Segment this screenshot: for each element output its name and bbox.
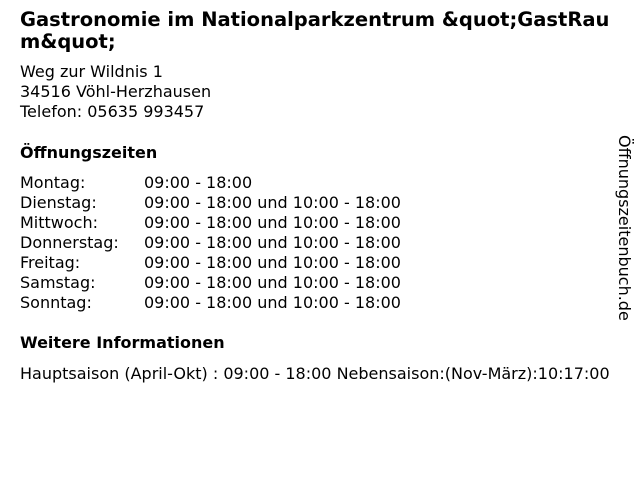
hours-times: 09:00 - 18:00 und 10:00 - 18:00	[144, 253, 401, 272]
hours-row	[20, 273, 622, 293]
brand-watermark: Öffnungszeitenbuch.de	[615, 135, 634, 321]
hours-table	[20, 173, 622, 313]
business-card	[20, 9, 622, 384]
info-text: Hauptsaison (April-Okt) : 09:00 - 18:00 Nebensaison:(Nov-März):10:17:00	[20, 364, 610, 383]
hours-heading: Öffnungszeiten	[20, 143, 158, 162]
hours-times: 09:00 - 18:00 und 10:00 - 18:00	[144, 273, 401, 292]
hours-day: Mittwoch:	[20, 213, 98, 232]
info-heading: Weitere Informationen	[20, 333, 225, 352]
address-phone: Telefon: 05635 993457	[20, 102, 205, 121]
hours-row	[20, 293, 622, 313]
hours-day: Montag:	[20, 173, 86, 192]
hours-row	[20, 213, 622, 233]
hours-times: 09:00 - 18:00	[144, 173, 253, 192]
hours-times: 09:00 - 18:00 und 10:00 - 18:00	[144, 233, 401, 252]
hours-row	[20, 193, 622, 213]
hours-row	[20, 253, 622, 273]
hours-day: Samstag:	[20, 273, 96, 292]
hours-row	[20, 173, 622, 193]
hours-row	[20, 233, 622, 253]
hours-times: 09:00 - 18:00 und 10:00 - 18:00	[144, 213, 401, 232]
hours-day: Freitag:	[20, 253, 81, 272]
hours-day: Sonntag:	[20, 293, 92, 312]
address-city: 34516 Vöhl-Herzhausen	[20, 82, 212, 101]
business-title: Gastronomie im Nationalparkzentrum &quot;GastRaum&quot;	[20, 8, 610, 53]
hours-day: Donnerstag:	[20, 233, 119, 252]
hours-day: Dienstag:	[20, 193, 97, 212]
hours-times: 09:00 - 18:00 und 10:00 - 18:00	[144, 193, 401, 212]
address-street: Weg zur Wildnis 1	[20, 62, 163, 81]
address-block	[20, 62, 622, 122]
hours-times: 09:00 - 18:00 und 10:00 - 18:00	[144, 293, 401, 312]
